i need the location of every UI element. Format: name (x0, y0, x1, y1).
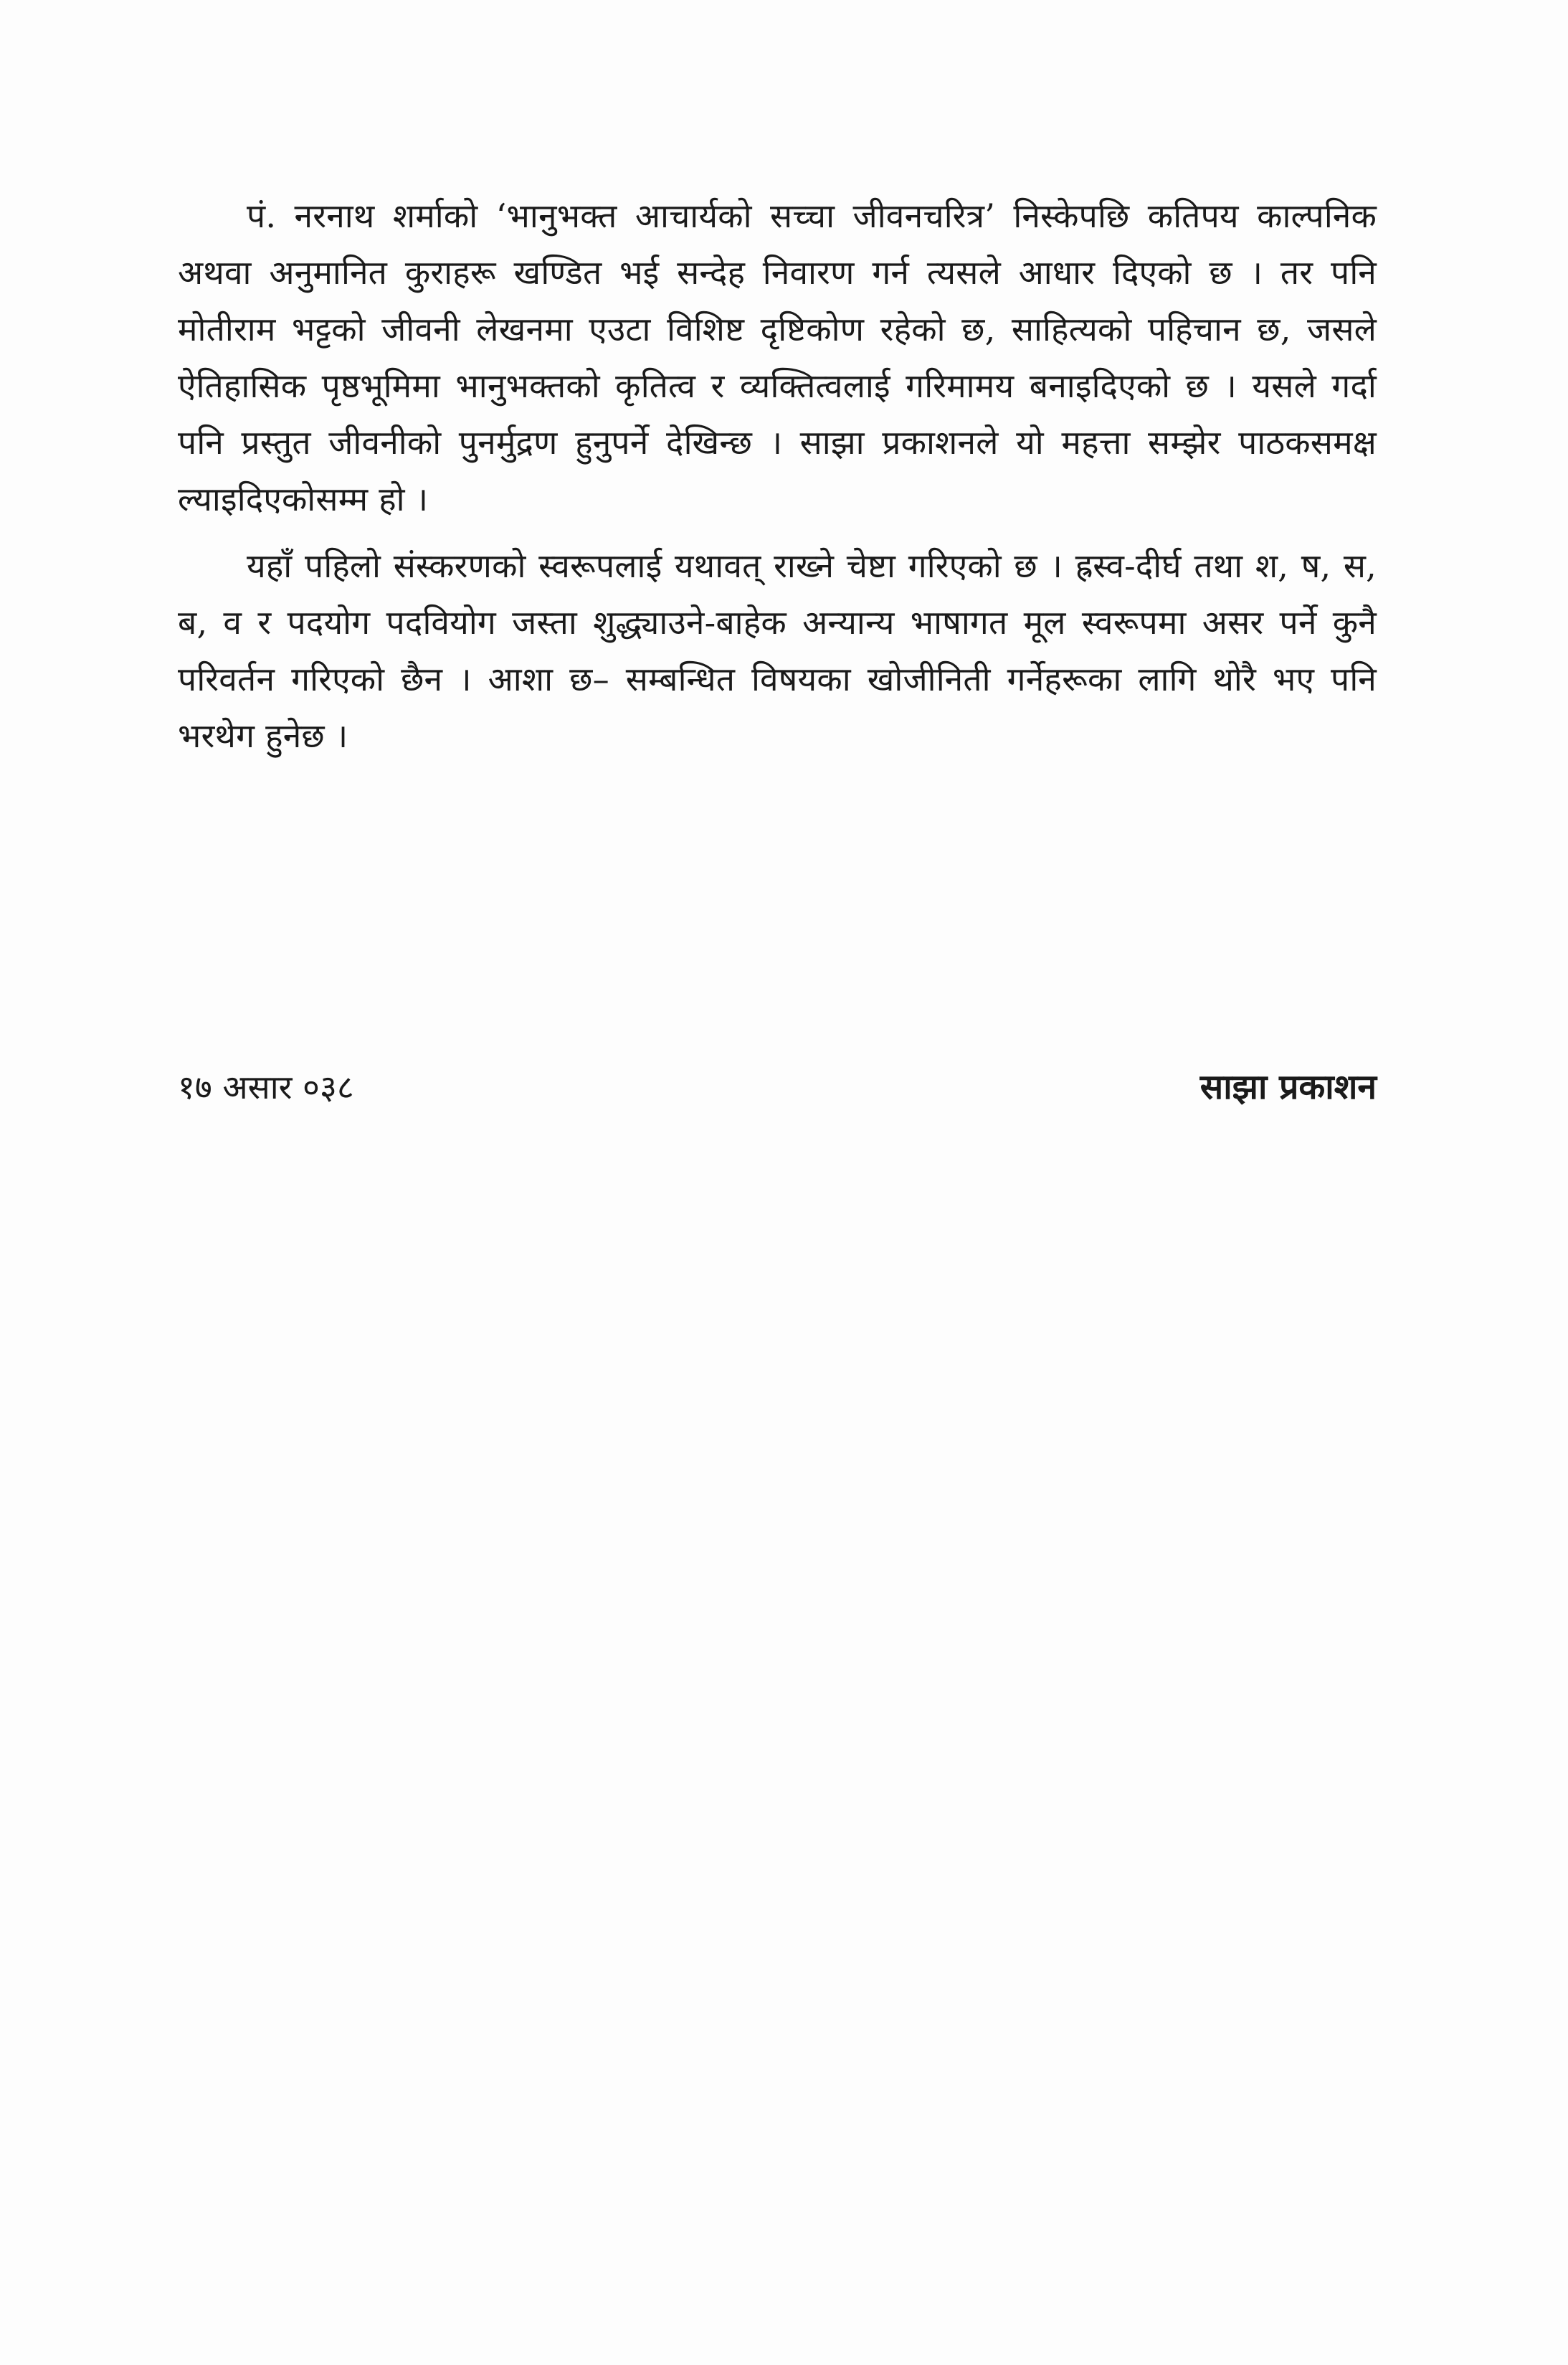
preface-body (178, 188, 1377, 764)
preface-footer (178, 1063, 1377, 1109)
preface-paragraph-2: यहाँ पहिलो संस्करणको स्वरूपलाई यथावत् राख्ने चेष्टा गरिएको छ । ह्रस्व-दीर्घ तथा श, ष, स, ब, व र पदयोग पदवियोग जस्ता शुद्ध्याउने-बाहेक अन्यान्य भाषागत मूल स्वरूपमा असर पर्ने कुनै परिवर्तन गरिएको छैन । आशा छ– सम्बन्धित विषयका खोजीनिती गर्नेहरूका लागि थोरै भए पनि भरथेग हुनेछ । (178, 546, 1377, 755)
footer-publisher-signature: साझा प्रकाशन (1199, 1067, 1377, 1107)
footer-date: १७ असार ०३८ (178, 1068, 354, 1106)
preface-paragraph-1: पं. नरनाथ शर्माको ‘भानुभक्त आचार्यको सच्चा जीवनचरित्र’ निस्केपछि कतिपय काल्पनिक अथवा अनुमानित कुराहरू खण्डित भई सन्देह निवारण गर्न त्यसले आधार दिएको छ । तर पनि मोतीराम भट्टको जीवनी लेखनमा एउटा विशिष्ट दृष्टिकोण रहेको छ, साहित्यको पहिचान छ, जसले ऐतिहासिक पृष्ठभूमिमा भानुभक्तको कृतित्व र व्यक्तित्वलाई गरिमामय बनाइदिएको छ । यसले गर्दा पनि प्रस्तुत जीवनीको पुनर्मुद्रण हुनुपर्ने देखिन्छ । साझा प्रकाशनले यो महत्ता सम्झेर पाठकसमक्ष ल्याइदिएकोसम्म हो । (178, 196, 1377, 518)
